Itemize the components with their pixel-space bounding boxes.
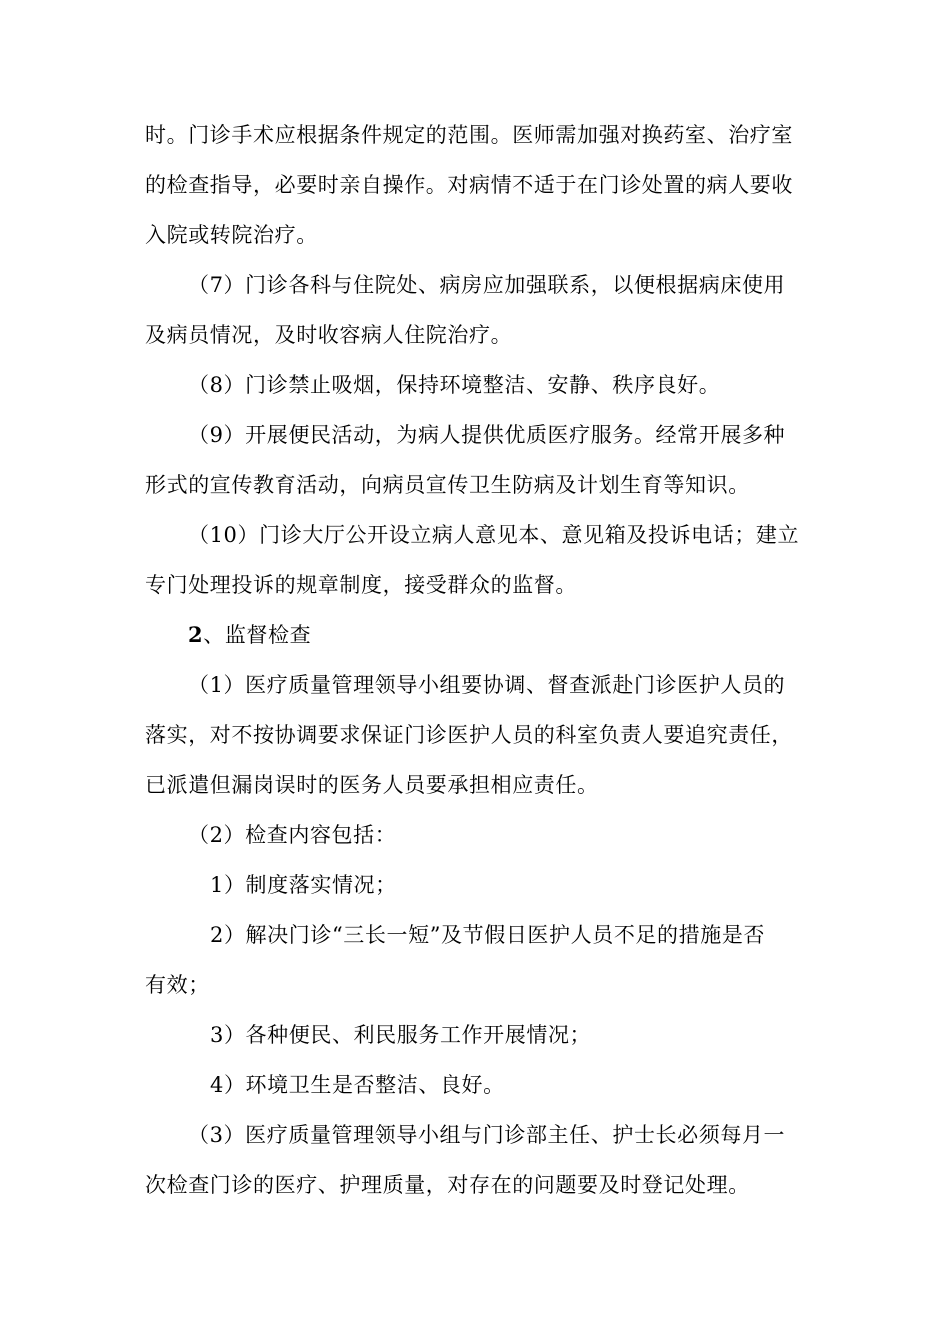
- section-number: 2: [188, 622, 204, 647]
- paragraph-line: （2）检查内容包括：: [188, 823, 397, 847]
- list-item: 1）制度落实情况；: [210, 873, 397, 897]
- paragraph-line: （9）开展便民活动，为病人提供优质医疗服务。经常开展多种: [188, 423, 786, 447]
- paragraph-line: 入院或转院治疗。: [145, 223, 318, 247]
- paragraph-line: 形式的宣传教育活动，向病员宣传卫生防病及计划生育等知识。: [145, 473, 750, 497]
- section-title: 、监督检查: [203, 623, 312, 647]
- paragraph-line: （1）医疗质量管理领导小组要协调、督查派赴门诊医护人员的: [188, 673, 786, 697]
- paragraph-line: 的检查指导，必要时亲自操作。对病情不适于在门诊处置的病人要收: [145, 173, 793, 197]
- paragraph-line: 时。门诊手术应根据条件规定的范围。医师需加强对换药室、治疗室: [145, 123, 793, 147]
- paragraph-line: （3）医疗质量管理领导小组与门诊部主任、护士长必须每月一: [188, 1123, 786, 1147]
- list-item: 3）各种便民、利民服务工作开展情况；: [210, 1023, 592, 1047]
- paragraph-line: 已派遣但漏岗误时的医务人员要承担相应责任。: [145, 773, 599, 797]
- paragraph-line: 专门处理投诉的规章制度，接受群众的监督。: [145, 573, 577, 597]
- paragraph-line: 次检查门诊的医疗、护理质量，对存在的问题要及时登记处理。: [145, 1173, 750, 1197]
- paragraph-line: 及病员情况，及时收容病人住院治疗。: [145, 323, 513, 347]
- paragraph-line: （10）门诊大厅公开设立病人意见本、意见箱及投诉电话；建立: [188, 523, 800, 547]
- section-heading: [188, 620, 858, 650]
- paragraph-line: 有效；: [145, 973, 210, 997]
- list-item: 2）解决门诊“三长一短”及节假日医护人员不足的措施是否: [210, 923, 766, 947]
- paragraph-line: （8）门诊禁止吸烟，保持环境整洁、安静、秩序良好。: [188, 373, 721, 397]
- paragraph-line: 落实，对不按协调要求保证门诊医护人员的科室负责人要追究责任，: [145, 723, 793, 747]
- paragraph-line: （7）门诊各科与住院处、病房应加强联系，以便根据病床使用: [188, 273, 786, 297]
- list-item: 4）环境卫生是否整洁、良好。: [210, 1073, 505, 1097]
